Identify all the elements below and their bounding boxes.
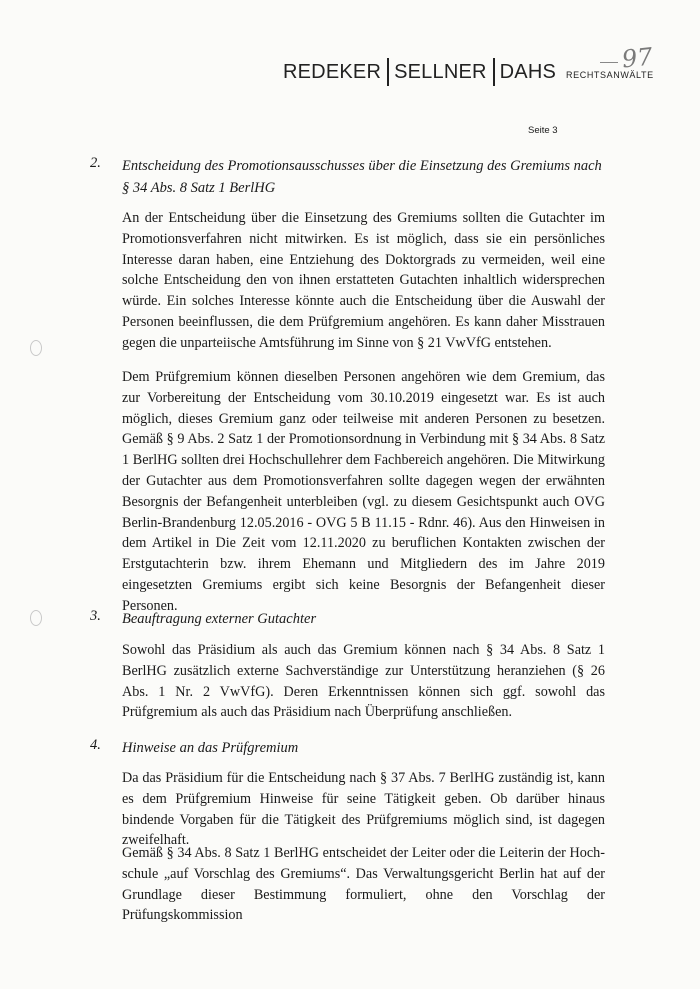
- page-number: Seite 3: [528, 125, 558, 136]
- paragraph: An der Entscheidung über die Einsetzung des Gremiums sollten die Gutachter im Promotionsverfahren nicht mitwirken. Es ist möglich, dass sie ein persönliches Interesse daran haben, eine Entziehung des Doktorgrads zu vermeiden, weil eine solche Entscheidung den von ihnen erstatteten Gutachten inhaltlich widersprechen würde. Ein solches Interesse könnte auch die Entscheidung über die Auswahl der Personen beeinflussen, die dem Prüfgremium angehören. Es kann daher Misstrauen gegen die unparteiische Amtsführung im Sinne von § 21 VwVfG entstehen.: [122, 210, 605, 351]
- paragraph: Da das Präsidium für die Entscheidung nach § 37 Abs. 7 BerlHG zuständig ist, kann es dem Prüfgremium Hinweise für seine Tätigkeit geben. Ob darüber hinaus bindende Vorgaben für die Tätigkeit des Prüfgremiums möglich sind, ist dagegen zweifelhaft.: [122, 770, 605, 849]
- letterhead-suffix: RECHTSANWÄLTE: [566, 70, 654, 80]
- punch-hole: [30, 340, 42, 356]
- section-heading: Beauftragung externer Gutachter: [122, 611, 317, 627]
- punch-hole: [30, 610, 42, 626]
- paragraph: Sowohl das Präsidium als auch das Gremium können nach § 34 Abs. 8 Satz 1 BerlHG zusätzlich externe Sachverständige zur Unterstützung heranziehen (§ 26 Abs. 1 Nr. 2 VwVfG). Deren Erkenntnissen können sich ggf. sowohl das Prüfgremium als auch das Präsidium nach Überprüfung anschließen.: [122, 642, 605, 721]
- letterhead: [283, 58, 654, 86]
- section-number: 2.: [90, 155, 101, 171]
- letterhead-name-dahs: DAHS: [499, 61, 557, 83]
- handwritten-dash: [600, 62, 618, 63]
- section-heading: Hinweise an das Prüfgremium: [122, 740, 299, 756]
- letterhead-name-redeker: REDEKER: [283, 61, 382, 83]
- letterhead-name-sellner: SELLNER: [394, 61, 487, 83]
- section-number: 4.: [90, 737, 101, 753]
- handwritten-page-mark: 97: [620, 42, 654, 74]
- paragraph: Gemäß § 34 Abs. 8 Satz 1 BerlHG entscheidet der Leiter oder die Leiterin der Hochschule „auf Vorschlag des Gremiums“. Das Verwaltungsgericht Berlin hat auf der Grundlage dieser Bestimmung formuliert, ohne den Vorschlag der Prüfungskommission: [122, 845, 605, 924]
- letterhead-separator: [387, 58, 389, 86]
- paragraph: Dem Prüfgremium können dieselben Personen angehören wie dem Gremium, das zur Vorbereitung der Entscheidung vom 30.10.2019 eingesetzt war. Es ist auch möglich, dieses Gremium ganz oder teilweise mit anderen Personen zu besetzen. Gemäß § 9 Abs. 2 Satz 1 der Promotionsordnung in Verbindung mit § 34 Abs. 8 Satz 1 BerlHG sollten drei Hochschullehrer dem Fachbereich angehören. Die Mitwirkung der Gutachter aus dem Promotionsverfahren sollte dagegen wegen der erwähnten Besorgnis der Befangenheit unterbleiben (vgl. zu diesem Gesichtspunkt auch OVG Berlin-Brandenburg 12.05.2016 - OVG 5 B 11.15 - Rdnr. 46). Aus den Hinweisen in dem Artikel in Die Zeit vom 12.11.2020 zu beruflichen Kontakten zwischen der Erstgutachterin bzw. ihrem Ehemann und Mitgliedern des im Jahre 2019 eingesetzten Gremiums ergibt sich keine Besorgnis der Befangenheit dieser Personen.: [122, 369, 605, 614]
- section-heading: Entscheidung des Promotionsausschusses über die Einsetzung des Gremiums nach § 34 Abs. 8 Satz 1 BerlHG: [122, 158, 602, 196]
- letterhead-separator: [493, 58, 495, 86]
- section-number: 3.: [90, 608, 101, 624]
